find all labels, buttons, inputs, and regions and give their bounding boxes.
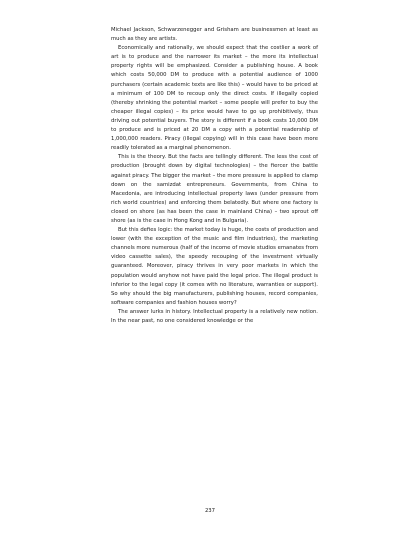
paragraph-1: Michael Jackson, Schwarzenegger and Grisham are businessmen at least as much as they are artists. — [111, 27, 318, 43]
page-number: 237 — [204, 508, 216, 514]
paragraph-3: This is the theory. But the facts are tellingly different. The less the cost of production (brought down by digital technologies) – the fiercer the battle against piracy. The bigger the market – the more pressure is applied to clamp down on the samizdat entrepreneurs. Governments, from China to Macedonia, are introducing intellectual property laws (under pressure from rich world countries) and enforcing them belatedly. But where one factory is closed on shore (as has been the case in mainland China) – two sprout off shore (as is the case in Hong Kong and in Bulgaria). — [111, 154, 318, 224]
paragraph-5: The answer lurks in history. Intellectual property is a relatively new notion. In the near past, no one considered knowledge or the — [111, 308, 318, 324]
paragraph-4: But this defies logic: the market today is huge, the costs of production and lower (with the exception of the music and film industries), the marketing channels more numerous (half of the income of movie studios emanates from video cassette sales), the speedy recouping of the investment virtually guaranteed. Moreover, piracy thrives in very poor markets in which the population would anyhow not have paid the legal price. The illegal product is inferior to the legal copy (it comes with no literature, warranties or support). So why should the big manufacturers, publishing houses, record companies, software companies and fashion houses worry? — [111, 227, 318, 306]
page-body — [111, 26, 318, 326]
paragraph-2: Economically and rationally, we should expect that the costlier a work of art is to produce and the narrower its market – the more its intellectual property rights will be emphasized. Consider a publishing house. A book which costs 50,000 DM to produce with a potential audience of 1000 purchasers (certain academic texts are like this) – would have to be priced at a minimum of 100 DM to recoup only the direct costs. If illegally copied (thereby shrinking the potential market – some people will prefer to buy the cheaper illegal copies) – its price would have to go up prohibitively, thus driving out potential buyers. The story is different if a book costs 10,000 DM to produce and is priced at 20 DM a copy with a potential readership of 1,000,000 readers. Piracy (illegal copying) will in this case have been more readily tolerated as a marginal phenomenon. — [111, 45, 318, 152]
